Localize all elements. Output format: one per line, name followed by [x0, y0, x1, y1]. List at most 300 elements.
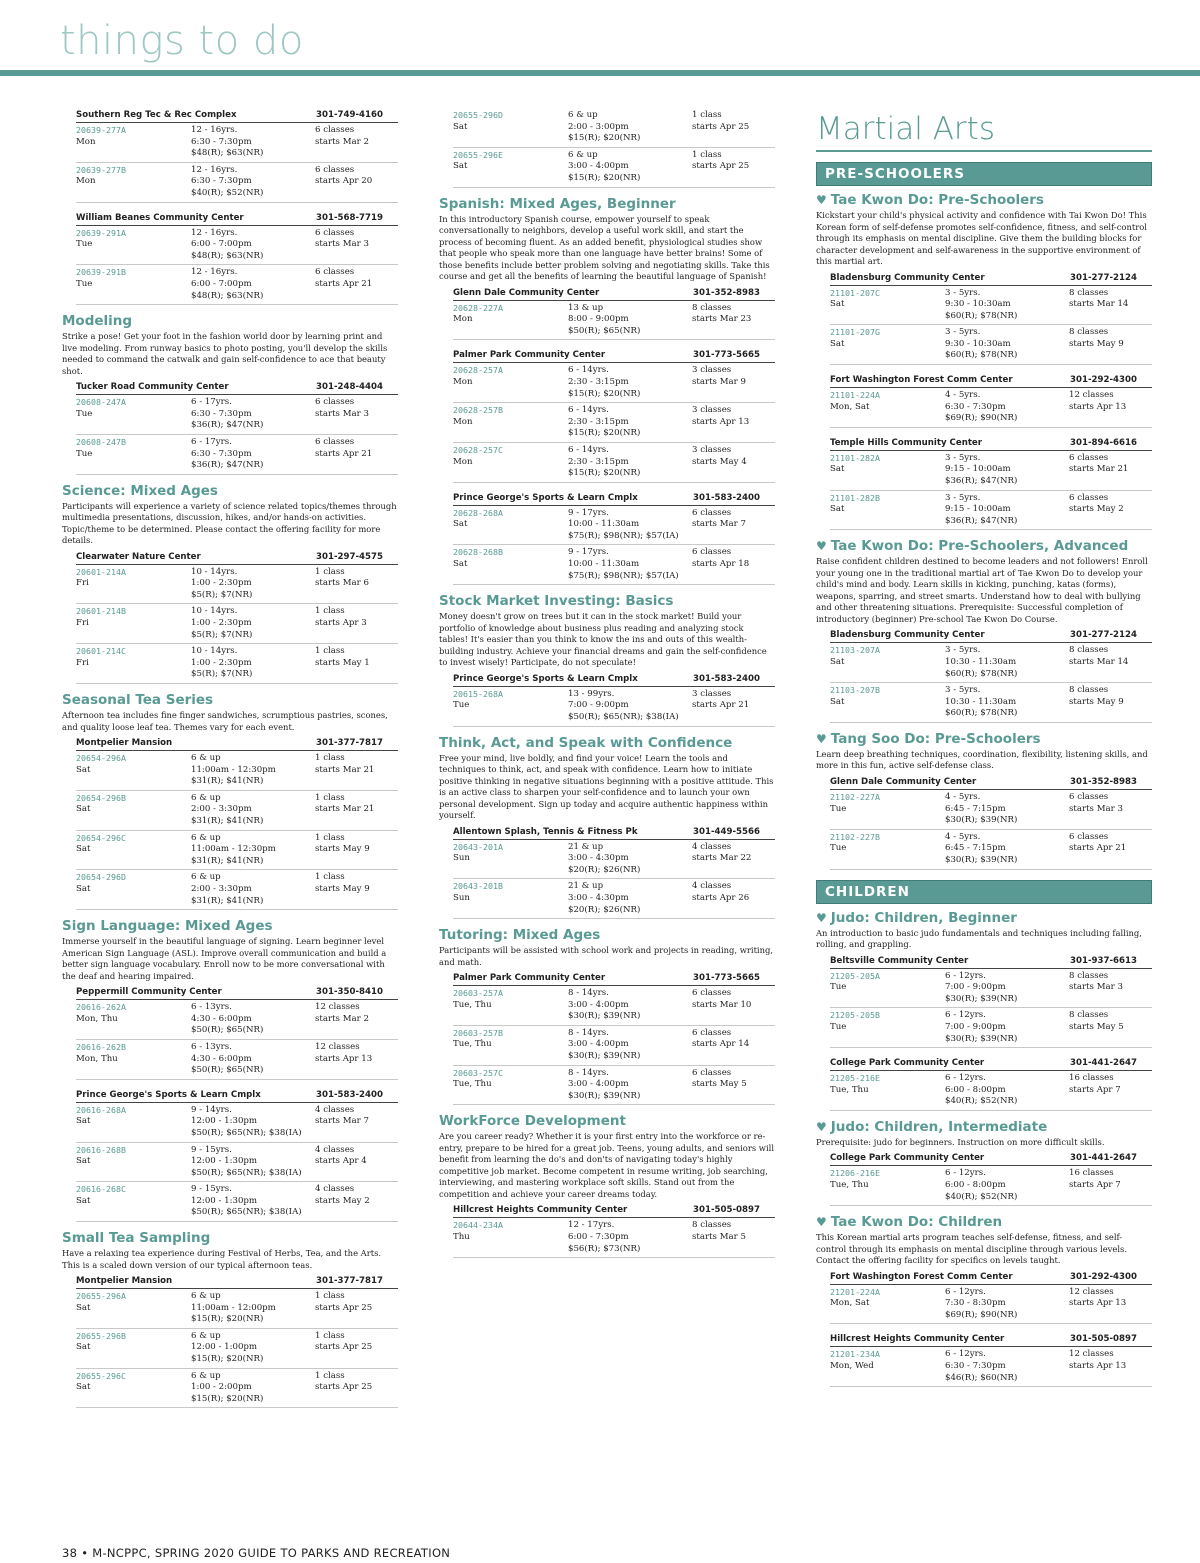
class-fees: $5(R); $7(NR)	[191, 669, 253, 680]
class-days: Sat	[76, 883, 91, 894]
class-code[interactable]: 20608-247A	[76, 397, 126, 408]
class-code[interactable]: 20603-257B	[453, 1027, 503, 1038]
class-days: Fri	[76, 657, 89, 668]
class-time: 7:30 - 8:30pm	[945, 1298, 1006, 1309]
class-code[interactable]: 20655-296E	[453, 149, 503, 160]
class-start: starts Mar 3	[1069, 803, 1123, 814]
class-age: 4 - 5yrs.	[945, 390, 981, 401]
class-count: 6 classes	[1069, 452, 1109, 463]
class-fees: $20(R); $26(NR)	[568, 904, 641, 915]
class-age: 9 - 15yrs.	[191, 1184, 232, 1195]
class-start: starts May 5	[1069, 1021, 1124, 1032]
class-row	[830, 830, 1152, 870]
class-count: 1 class	[315, 646, 345, 657]
class-time: 6:30 - 7:30pm	[945, 1361, 1006, 1372]
class-count: 6 classes	[315, 267, 355, 278]
class-fees: $30(R); $39(NR)	[945, 854, 1018, 865]
class-fees: $15(R); $20(NR)	[568, 428, 641, 439]
class-row	[76, 1289, 398, 1329]
class-days: Mon, Thu	[76, 1053, 118, 1064]
class-age: 6 - 14yrs.	[568, 405, 609, 416]
location-block	[816, 373, 1152, 428]
class-time: 6:45 - 7:15pm	[945, 803, 1006, 814]
class-row	[453, 840, 775, 880]
section-heading-text: Tutoring: Mixed Ages	[439, 927, 601, 944]
class-time: 6:45 - 7:15pm	[945, 843, 1006, 854]
class-code[interactable]: 20616-268C	[76, 1184, 126, 1195]
class-row	[76, 751, 398, 791]
location-block	[439, 672, 775, 727]
class-row	[76, 1040, 398, 1080]
class-age: 21 & up	[568, 881, 604, 892]
class-days: Tue, Thu	[830, 1179, 869, 1190]
class-code[interactable]: 20639-277A	[76, 125, 126, 135]
class-count: 12 classes	[1069, 390, 1114, 401]
section-description: Participants will be assisted with school work and projects in reading, writing, and math.	[439, 945, 774, 967]
class-count: 6 classes	[1069, 791, 1109, 802]
class-section	[439, 593, 775, 726]
class-section	[439, 927, 775, 1105]
class-time: 1:00 - 2:00pm	[191, 1382, 252, 1393]
location-block	[62, 985, 398, 1080]
section-heading	[439, 927, 775, 943]
class-row	[453, 363, 775, 403]
class-code[interactable]: 20616-268B	[76, 1144, 126, 1155]
class-age: 9 - 15yrs.	[191, 1144, 232, 1155]
heart-icon: ♥	[816, 193, 827, 207]
section-heading-text: Tae Kwon Do: Pre-Schoolers	[830, 192, 1044, 208]
class-fees: $50(R); $65(NR); $38(IA)	[191, 1167, 302, 1178]
location-name: College Park Community Center	[830, 1153, 985, 1164]
class-start: starts Mar 7	[315, 1116, 369, 1127]
class-start: starts Mar 21	[315, 764, 375, 775]
location-header	[76, 108, 398, 123]
class-time: 3:00 - 4:30pm	[568, 853, 629, 864]
class-start: starts Apr 3	[315, 618, 367, 629]
location-block	[816, 271, 1152, 366]
class-start: starts Mar 3	[1069, 982, 1123, 993]
location-header	[453, 672, 775, 687]
location-block	[816, 1270, 1152, 1325]
class-code[interactable]: 21102-227B	[830, 831, 880, 842]
section-heading-text: Judo: Children, Intermediate	[830, 1118, 1048, 1135]
class-days: Mon, Sat	[830, 1298, 870, 1309]
section-description: Afternoon tea includes fine finger sandwiches, scrumptious pastries, scones, and quality loose leaf tea. Themes vary for each event.	[62, 710, 388, 732]
class-count: 6 classes	[692, 1067, 732, 1078]
class-start: starts May 4	[692, 456, 747, 467]
location-header	[453, 1203, 775, 1218]
section-heading	[816, 1214, 1152, 1230]
class-days: Sat	[76, 1382, 91, 1393]
location-header	[76, 380, 398, 395]
class-code[interactable]: 21206-216E	[830, 1168, 880, 1179]
class-time: 4:30 - 6:00pm	[191, 1013, 252, 1024]
class-count: 8 classes	[692, 302, 732, 313]
class-count: 12 classes	[1069, 1286, 1114, 1297]
class-fees: $69(R); $90(NR)	[945, 413, 1018, 424]
heart-icon: ♥	[816, 910, 827, 925]
class-count: 1 class	[692, 110, 722, 120]
location-header	[830, 1270, 1152, 1285]
class-code[interactable]: 21103-207A	[830, 645, 880, 656]
class-code[interactable]: 21101-207G	[830, 327, 880, 338]
class-age: 6 - 17yrs.	[191, 436, 232, 447]
location-name: Tucker Road Community Center	[76, 382, 229, 393]
class-days: Mon	[453, 416, 473, 427]
class-code[interactable]: 21205-216E	[830, 1073, 880, 1084]
location-name: Palmer Park Community Center	[453, 973, 606, 984]
class-time: 10:30 - 11:30am	[945, 696, 1017, 707]
class-days: Sat	[76, 1302, 91, 1313]
class-code[interactable]: 20639-291A	[76, 227, 126, 238]
class-fees: $31(R); $41(NR)	[191, 855, 264, 866]
class-code[interactable]: 20654-296C	[76, 832, 126, 843]
section-heading	[816, 910, 1152, 926]
location-phone: 301-505-0897	[1070, 1334, 1137, 1345]
class-time: 1:00 - 2:30pm	[191, 618, 252, 629]
location-block	[439, 286, 775, 341]
class-days: Mon, Thu	[76, 1013, 118, 1024]
class-start: starts Apr 25	[315, 1302, 373, 1313]
class-start: starts Apr 21	[315, 448, 373, 459]
location-name: Montpelier Mansion	[76, 1276, 173, 1287]
location-block	[816, 1056, 1152, 1111]
class-row	[76, 791, 398, 831]
class-code[interactable]: 21201-224A	[830, 1286, 880, 1297]
location-phone: 301-773-5665	[693, 350, 760, 361]
class-fees: $30(R); $39(NR)	[568, 1011, 641, 1022]
class-code[interactable]: 20603-257A	[453, 988, 503, 999]
class-fees: $15(R); $20(NR)	[568, 133, 641, 144]
class-age: 6 - 12yrs.	[945, 1010, 986, 1021]
class-count: 1 class	[315, 872, 345, 883]
location-name: Beltsville Community Center	[830, 955, 969, 966]
class-section	[816, 880, 1152, 1111]
class-time: 9:15 - 10:00am	[945, 464, 1011, 475]
location-block	[816, 1151, 1152, 1206]
class-days: Sat	[830, 504, 845, 515]
location-block	[62, 736, 398, 910]
class-time: 6:30 - 7:30pm	[191, 448, 252, 459]
location-phone: 301-441-2647	[1070, 1058, 1137, 1069]
class-code[interactable]: 20654-296A	[76, 753, 126, 764]
class-age: 3 - 5yrs.	[945, 287, 981, 298]
class-time: 6:30 - 7:30pm	[945, 401, 1006, 412]
class-start: starts Apr 14	[692, 1039, 750, 1050]
class-days: Sat	[830, 657, 845, 667]
class-time: 11:00am - 12:30pm	[191, 764, 276, 775]
class-start: starts May 9	[315, 883, 370, 894]
class-section	[62, 692, 398, 910]
class-count: 6 classes	[1069, 831, 1109, 842]
location-name: College Park Community Center	[830, 1058, 985, 1069]
class-count: 4 classes	[692, 841, 732, 852]
class-code[interactable]: 20616-262A	[76, 1002, 126, 1013]
location-block	[62, 108, 398, 203]
class-row	[76, 644, 398, 684]
class-fees: $36(R); $47(NR)	[945, 476, 1018, 487]
section-description: Raise confident children destined to become leaders and not followers! Enroll your young one in the traditional martial art of Tae Kwon Do to develop your child's mind and body. Learn skills in kicking, punching, katas (forms), weapons, sparring, and street smarts. Understand how to deal with bullying and other threatening situations. Prerequisite: Successful completion of introductory (beginner) Pre-school Tae Kwon Do Course.	[816, 556, 1148, 624]
class-fees: $60(R); $78(NR)	[945, 350, 1018, 361]
class-start: starts Apr 18	[692, 559, 750, 570]
location-name: Fort Washington Forest Comm Center	[830, 375, 1013, 386]
location-header	[453, 971, 775, 986]
location-phone: 301-505-0897	[693, 1205, 760, 1216]
class-row	[76, 1143, 398, 1183]
class-fees: $50(R); $65(NR)	[568, 325, 641, 336]
class-days: Sat	[76, 844, 91, 855]
class-start: starts Apr 26	[692, 892, 750, 903]
class-days: Tue	[76, 408, 93, 419]
location-name: William Beanes Community Center	[76, 212, 244, 223]
class-code[interactable]: 20655-296C	[76, 1370, 126, 1381]
class-start: starts Apr 13	[692, 416, 750, 427]
class-time: 12:00 - 1:30pm	[191, 1195, 258, 1206]
class-start: starts Mar 9	[692, 376, 746, 387]
class-start: starts May 2	[1069, 504, 1124, 515]
class-fees: $48(R); $63(NR)	[191, 148, 264, 159]
class-code[interactable]: 20628-257C	[453, 444, 503, 455]
class-fees: $36(R); $47(NR)	[191, 420, 264, 431]
class-section	[816, 1214, 1152, 1387]
location-block	[62, 1274, 398, 1408]
class-code[interactable]: 20643-201B	[453, 881, 503, 892]
class-row	[830, 491, 1152, 531]
class-code[interactable]: 20643-201A	[453, 841, 503, 852]
class-time: 10:00 - 11:30am	[568, 559, 640, 570]
class-code[interactable]: 20601-214A	[76, 566, 126, 577]
class-age: 6 & up	[191, 872, 221, 883]
class-fees: $56(R); $73(NR)	[568, 1243, 641, 1254]
class-row	[830, 969, 1152, 1009]
class-row	[453, 148, 775, 188]
class-time: 12:00 - 1:30pm	[191, 1156, 258, 1167]
location-name: Allentown Splash, Tennis & Fitness Pk	[453, 826, 638, 837]
class-code[interactable]: 20639-291B	[76, 267, 126, 278]
class-code[interactable]: 21205-205B	[830, 1010, 880, 1021]
class-fees: $15(R); $20(NR)	[568, 468, 641, 479]
location-block	[439, 108, 775, 188]
class-fees: $30(R); $39(NR)	[945, 815, 1018, 826]
class-fees: $5(R); $7(NR)	[191, 589, 253, 600]
class-code[interactable]: 20655-296A	[76, 1291, 126, 1302]
class-code[interactable]: 20628-257B	[453, 405, 503, 416]
class-code[interactable]: 20616-268A	[76, 1104, 126, 1115]
class-time: 10:00 - 11:30am	[568, 519, 640, 530]
class-age: 9 - 17yrs.	[568, 507, 609, 518]
class-code[interactable]: 20601-214B	[76, 606, 126, 617]
class-start: starts Apr 13	[1069, 401, 1127, 412]
location-block	[816, 628, 1152, 723]
class-fees: $15(R); $20(NR)	[191, 1314, 264, 1325]
section-description: Immerse yourself in the beautiful language of signing. Learn beginner level American Sign Language (ASL). Improve overall communication and build a better sign language vocabulary. Enroll now to be more conversational with the deaf and hearing impaired.	[62, 936, 387, 981]
class-code[interactable]: 20616-262B	[76, 1041, 126, 1052]
class-start: starts Mar 23	[692, 314, 752, 325]
section-heading-text: Tang Soo Do: Pre-Schoolers	[830, 730, 1041, 747]
location-name: Prince George's Sports & Learn Cmplx	[453, 673, 638, 684]
class-start: starts Apr 25	[315, 1342, 373, 1353]
class-fees: $75(R); $98(NR); $57(IA)	[568, 530, 679, 541]
class-start: starts Mar 6	[315, 578, 369, 589]
class-days: Sun	[453, 853, 470, 864]
section-heading-text: Spanish: Mixed Ages, Beginner	[439, 195, 676, 212]
location-phone: 301-583-2400	[693, 673, 760, 684]
location-name: Fort Washington Forest Comm Center	[830, 1271, 1013, 1282]
class-age: 4 - 5yrs.	[945, 831, 981, 842]
location-name: Bladensburg Community Center	[830, 272, 985, 283]
class-count: 16 classes	[1069, 1168, 1114, 1179]
class-code[interactable]: 20628-268A	[453, 507, 503, 518]
class-row	[453, 687, 775, 727]
class-code[interactable]: 21205-205A	[830, 970, 880, 981]
class-days: Tue, Thu	[453, 999, 492, 1010]
class-age: 12 - 16yrs.	[191, 164, 238, 175]
section-description: Kickstart your child's physical activity and confidence with Tai Kwon Do! This Korean form of self-defense promotes self-confidence, fitness, and self-control through its emphasis on mental discipline. Give them the building blocks for character development and self-awareness in the supportive environment of this martial art.	[816, 210, 1147, 266]
location-name: Prince George's Sports & Learn Cmplx	[76, 1089, 261, 1100]
class-code[interactable]: 20655-296D	[453, 110, 503, 120]
class-count: 16 classes	[1069, 1073, 1114, 1084]
section-heading-text: Tae Kwon Do: Pre-Schoolers, Advanced	[830, 538, 1129, 555]
class-count: 6 classes	[692, 1027, 732, 1038]
class-code[interactable]: 21101-282A	[830, 452, 880, 463]
class-time: 2:00 - 3:30pm	[191, 883, 252, 894]
class-count: 8 classes	[1069, 1010, 1109, 1021]
class-fees: $15(R); $20(NR)	[191, 1393, 264, 1404]
class-days: Sat	[76, 1156, 91, 1167]
class-start: starts Apr 7	[1069, 1179, 1121, 1190]
class-age: 3 - 5yrs.	[945, 492, 981, 503]
class-start: starts Apr 13	[315, 1053, 373, 1064]
class-age: 6 - 12yrs.	[945, 970, 986, 981]
class-time: 3:00 - 4:00pm	[568, 999, 629, 1010]
class-start: starts Mar 22	[692, 853, 752, 864]
location-block	[62, 1088, 398, 1222]
section-heading-text: Stock Market Investing: Basics	[439, 593, 674, 610]
class-code[interactable]: 20601-214C	[76, 646, 126, 657]
class-row	[453, 301, 775, 341]
class-time: 6:00 - 7:00pm	[191, 239, 252, 250]
class-time: 6:00 - 8:00pm	[945, 1084, 1006, 1095]
class-code[interactable]: 21102-227A	[830, 791, 880, 802]
section-description: Learn deep breathing techniques, coordination, flexibility, listening skills, and more in this fun, active self-defense class.	[816, 748, 1148, 771]
class-days: Sat	[76, 764, 91, 775]
class-code[interactable]: 20628-268B	[453, 547, 503, 558]
class-age: 13 - 99yrs.	[568, 688, 615, 699]
class-fees: $31(R); $41(NR)	[191, 816, 264, 826]
class-age: 3 - 5yrs.	[945, 452, 981, 463]
class-days: Tue	[830, 982, 847, 993]
class-age: 12 - 16yrs.	[191, 267, 238, 278]
class-fees: $30(R); $39(NR)	[568, 1090, 641, 1101]
class-code[interactable]: 20608-247B	[76, 436, 126, 447]
class-code[interactable]: 20615-268A	[453, 688, 503, 699]
class-code[interactable]: 21201-234A	[830, 1349, 880, 1360]
class-code[interactable]: 20654-296B	[76, 792, 126, 803]
class-days: Tue	[453, 700, 470, 711]
class-row	[830, 1166, 1152, 1206]
class-code[interactable]: 20644-234A	[453, 1220, 503, 1231]
class-count: 1 class	[315, 1330, 345, 1341]
class-fees: $30(R); $39(NR)	[945, 993, 1018, 1004]
location-block	[62, 550, 398, 684]
heart-icon: ♥	[816, 731, 827, 746]
section-description: Free your mind, live boldly, and find your voice! Learn the tools and techniques to think, act, and speak with confidence. Learn how to initiate positive thinking in negative situations beginning with a positive attitude. This is an active class to sharpen your self-confidence and to launch your own personal development. Sign up today and acquire authentic happiness within yourself.	[439, 752, 774, 821]
location-phone: 301-441-2647	[1070, 1153, 1137, 1164]
class-code[interactable]: 20654-296D	[76, 872, 126, 883]
class-start: starts Apr 25	[692, 161, 750, 172]
class-days: Sat	[453, 161, 468, 172]
class-time: 9:15 - 10:00am	[945, 504, 1011, 515]
class-days: Sat	[453, 559, 468, 570]
heart-icon: ♥	[816, 539, 827, 554]
class-time: 7:00 - 9:00pm	[945, 982, 1006, 993]
class-row	[453, 443, 775, 483]
class-row	[830, 1008, 1152, 1048]
class-row	[76, 1182, 398, 1222]
location-phone: 301-583-2400	[316, 1089, 383, 1100]
class-count: 8 classes	[1069, 645, 1109, 656]
class-fees: $40(R); $52(NR)	[945, 1096, 1018, 1107]
class-code[interactable]: 20628-227A	[453, 302, 503, 313]
class-start: starts May 9	[1069, 338, 1124, 349]
class-days: Tue, Thu	[830, 1084, 869, 1095]
column-right	[816, 108, 1152, 1395]
location-block	[439, 1203, 775, 1258]
location-phone: 301-894-6616	[1070, 437, 1137, 448]
class-row	[830, 286, 1152, 326]
class-days: Mon	[453, 456, 473, 467]
class-age: 6 - 12yrs.	[945, 1349, 986, 1360]
location-phone: 301-352-8983	[693, 287, 760, 298]
class-days: Tue	[76, 448, 93, 459]
location-name: Temple Hills Community Center	[830, 437, 982, 448]
class-start: starts Mar 2	[315, 136, 369, 147]
class-start: starts Mar 21	[315, 804, 375, 815]
age-group-band: PRE-SCHOOLERS	[816, 162, 1152, 186]
class-age: 12 - 16yrs.	[191, 227, 238, 238]
class-count: 8 classes	[1069, 287, 1109, 298]
class-code[interactable]: 20639-277B	[76, 164, 126, 175]
class-code[interactable]: 21101-282B	[830, 492, 880, 503]
class-fees: $50(R); $65(NR)	[191, 1065, 264, 1076]
class-age: 6 - 12yrs.	[945, 1286, 986, 1297]
section-heading	[816, 731, 1152, 747]
section-heading	[62, 692, 398, 708]
class-start: starts May 9	[1069, 696, 1124, 707]
class-code[interactable]: 20628-257A	[453, 365, 503, 376]
class-code[interactable]: 20655-296B	[76, 1330, 126, 1341]
class-days: Tue	[830, 803, 847, 814]
class-code[interactable]: 20603-257C	[453, 1067, 503, 1078]
location-name: Glenn Dale Community Center	[453, 287, 600, 298]
location-header	[76, 1088, 398, 1103]
class-time: 7:00 - 9:00pm	[568, 700, 629, 711]
class-code[interactable]: 21101-207C	[830, 287, 880, 298]
class-start: starts Mar 14	[1069, 299, 1129, 310]
class-start: starts May 5	[692, 1079, 747, 1090]
location-block	[62, 380, 398, 475]
class-count: 1 class	[315, 566, 345, 577]
location-header	[453, 491, 775, 506]
class-fees: $50(R); $65(NR); $38(IA)	[191, 1127, 302, 1138]
class-age: 3 - 5yrs.	[945, 327, 981, 338]
class-time: 3:00 - 4:00pm	[568, 1039, 629, 1050]
class-row	[830, 1285, 1152, 1325]
class-code[interactable]: 21103-207B	[830, 685, 880, 696]
class-fees: $60(R); $78(NR)	[945, 310, 1018, 321]
class-code[interactable]: 21101-224A	[830, 390, 880, 401]
class-days: Sat	[453, 519, 468, 530]
